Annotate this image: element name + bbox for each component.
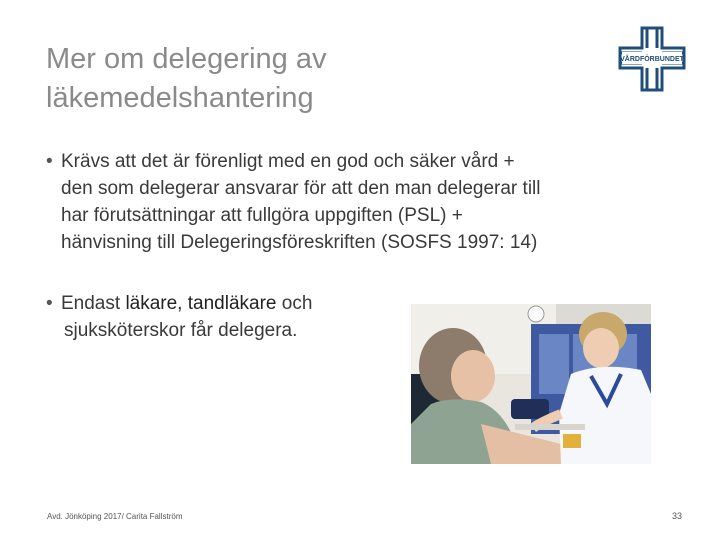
bullet-marker: • xyxy=(46,293,53,314)
bullet-1-line-3: har förutsättningar att fullgöra uppgiften (PSL) + xyxy=(61,205,463,226)
slide-title-line-1: Mer om delegering av xyxy=(46,43,327,75)
bullet-1-line-2: den som delegerar ansvarar för att den man delegerar till xyxy=(61,178,541,199)
logo-wordmark: VÅRDFÖRBUNDET xyxy=(620,56,684,63)
bullet-2-line-1 xyxy=(61,290,312,317)
bullet-marker: • xyxy=(46,151,53,172)
bullet-2-text-emphasis: läkare, tandläkare xyxy=(125,293,277,314)
bullet-2-text-pre: Endast xyxy=(61,293,126,314)
bullet-2-text-post: och xyxy=(276,293,313,314)
vardforbundet-logo xyxy=(618,26,686,92)
bullet-item-1 xyxy=(46,148,540,256)
slide-title-line-2: läkemedelshantering xyxy=(46,82,314,114)
footer-text: Avd. Jönköping 2017/ Carita Fallström xyxy=(47,512,183,521)
bullet-1-line-1: Krävs att det är förenligt med en god och säker vård + xyxy=(61,151,515,172)
bullet-2-line-2: sjuksköterskor får delegera. xyxy=(64,320,298,341)
bullet-item-2 xyxy=(46,290,312,344)
nurse-patient-photo xyxy=(411,304,651,464)
page-number: 33 xyxy=(672,511,683,521)
bullet-1-line-4: hänvisning till Delegeringsföreskriften (SOSFS 1997: 14) xyxy=(61,232,538,253)
cross-logo-icon xyxy=(618,26,686,92)
slide-title xyxy=(46,40,466,118)
